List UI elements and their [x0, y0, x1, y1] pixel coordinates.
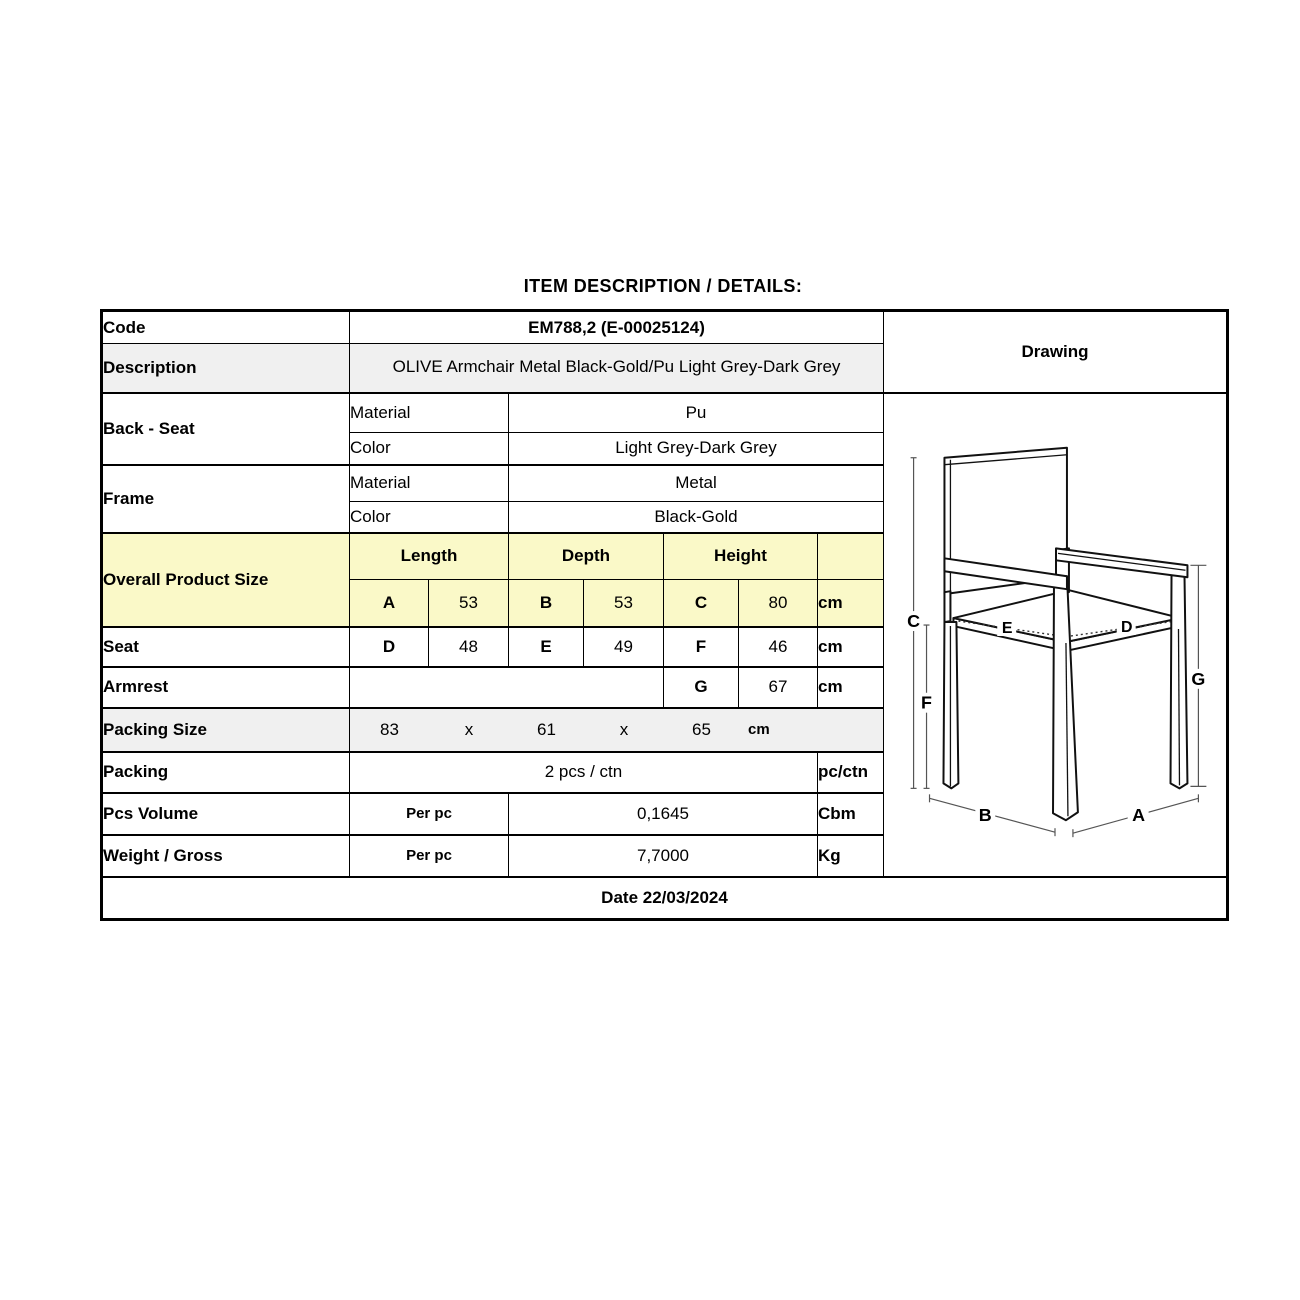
dim-label-b: B: [978, 804, 992, 825]
weight-gross-label: Weight / Gross: [102, 835, 350, 877]
back-seat-material-label: Material: [350, 393, 509, 433]
seat-unit: cm: [818, 627, 884, 667]
packing-size-unit: cm: [748, 721, 770, 738]
dim-b-key: B: [509, 580, 584, 627]
frame-label: Frame: [102, 465, 350, 533]
dim-g-value: 67: [739, 667, 818, 708]
packing-value: 2 pcs / ctn: [350, 752, 818, 793]
dim-label-e: E: [1001, 619, 1013, 637]
chair-drawing: [885, 394, 1225, 876]
height-header: Height: [664, 533, 818, 580]
back-seat-color-label: Color: [350, 433, 509, 465]
description-value: [350, 344, 884, 393]
dim-e-value: 49: [584, 627, 664, 667]
dim-d-key: D: [350, 627, 429, 667]
frame-color-value: Black-Gold: [509, 502, 884, 533]
dim-c-key: C: [664, 580, 739, 627]
dim-f-key: F: [664, 627, 739, 667]
dim-b-value: 53: [584, 580, 664, 627]
dim-a-key: A: [350, 580, 429, 627]
weight-value: 7,7000: [509, 835, 818, 877]
armrest-empty: [350, 667, 664, 708]
size-unit-header-empty: [818, 533, 884, 580]
length-header: Length: [350, 533, 509, 580]
pcs-volume-value: 0,1645: [509, 793, 818, 835]
back-seat-color-value: Light Grey-Dark Grey: [509, 433, 884, 465]
packing-size-v3: 65: [692, 719, 711, 739]
drawing-header: Drawing: [884, 311, 1228, 393]
packing-size-x1: x: [464, 719, 474, 739]
depth-header: Depth: [509, 533, 664, 580]
code-value: EM788,2 (E-00025124): [350, 311, 884, 344]
dim-label-a: A: [1132, 804, 1146, 825]
armrest-label: Armrest: [102, 667, 350, 708]
dim-label-d: D: [1120, 618, 1133, 636]
dim-g-key: G: [664, 667, 739, 708]
dim-d-value: 48: [429, 627, 509, 667]
description-text: OLIVE Armchair Metal Black-Gold/Pu Light Grey-Dark Grey: [392, 357, 841, 377]
packing-size-label: Packing Size: [102, 708, 350, 752]
dim-label-g: G: [1191, 668, 1206, 689]
back-seat-material-value: Pu: [509, 393, 884, 433]
date-row: Date 22/03/2024: [102, 877, 1228, 920]
description-label: Description: [102, 344, 350, 393]
dim-label-c: C: [907, 610, 921, 631]
armrest-unit: cm: [818, 667, 884, 708]
packing-size-v2: 61: [537, 719, 556, 739]
page-title: ITEM DESCRIPTION / DETAILS:: [523, 276, 803, 296]
packing-size-v1: 83: [380, 719, 399, 739]
packing-size-x2: x: [619, 719, 629, 739]
spec-table: [100, 309, 1229, 921]
dim-c-value: 80: [739, 580, 818, 627]
spec-sheet: [100, 276, 1226, 921]
dim-a-value: 53: [429, 580, 509, 627]
overall-unit: cm: [818, 580, 884, 627]
back-seat-label: Back - Seat: [102, 393, 350, 465]
frame-color-label: Color: [350, 502, 509, 533]
packing-unit: pc/ctn: [818, 752, 884, 793]
frame-material-label: Material: [350, 465, 509, 502]
overall-size-label: Overall Product Size: [102, 533, 350, 627]
seat-label: Seat: [102, 627, 350, 667]
dim-f-value: 46: [739, 627, 818, 667]
code-label: Code: [102, 311, 350, 344]
drawing-cell: [884, 393, 1228, 877]
frame-material-value: Metal: [509, 465, 884, 502]
packing-size-values: [350, 708, 884, 752]
pcs-volume-unit: Cbm: [818, 793, 884, 835]
weight-unit: Kg: [818, 835, 884, 877]
packing-label: Packing: [102, 752, 350, 793]
dim-label-f: F: [921, 692, 933, 713]
pcs-volume-label: Pcs Volume: [102, 793, 350, 835]
weight-per: Per pc: [350, 835, 509, 877]
dim-e-key: E: [509, 627, 584, 667]
pcs-volume-per: Per pc: [350, 793, 509, 835]
